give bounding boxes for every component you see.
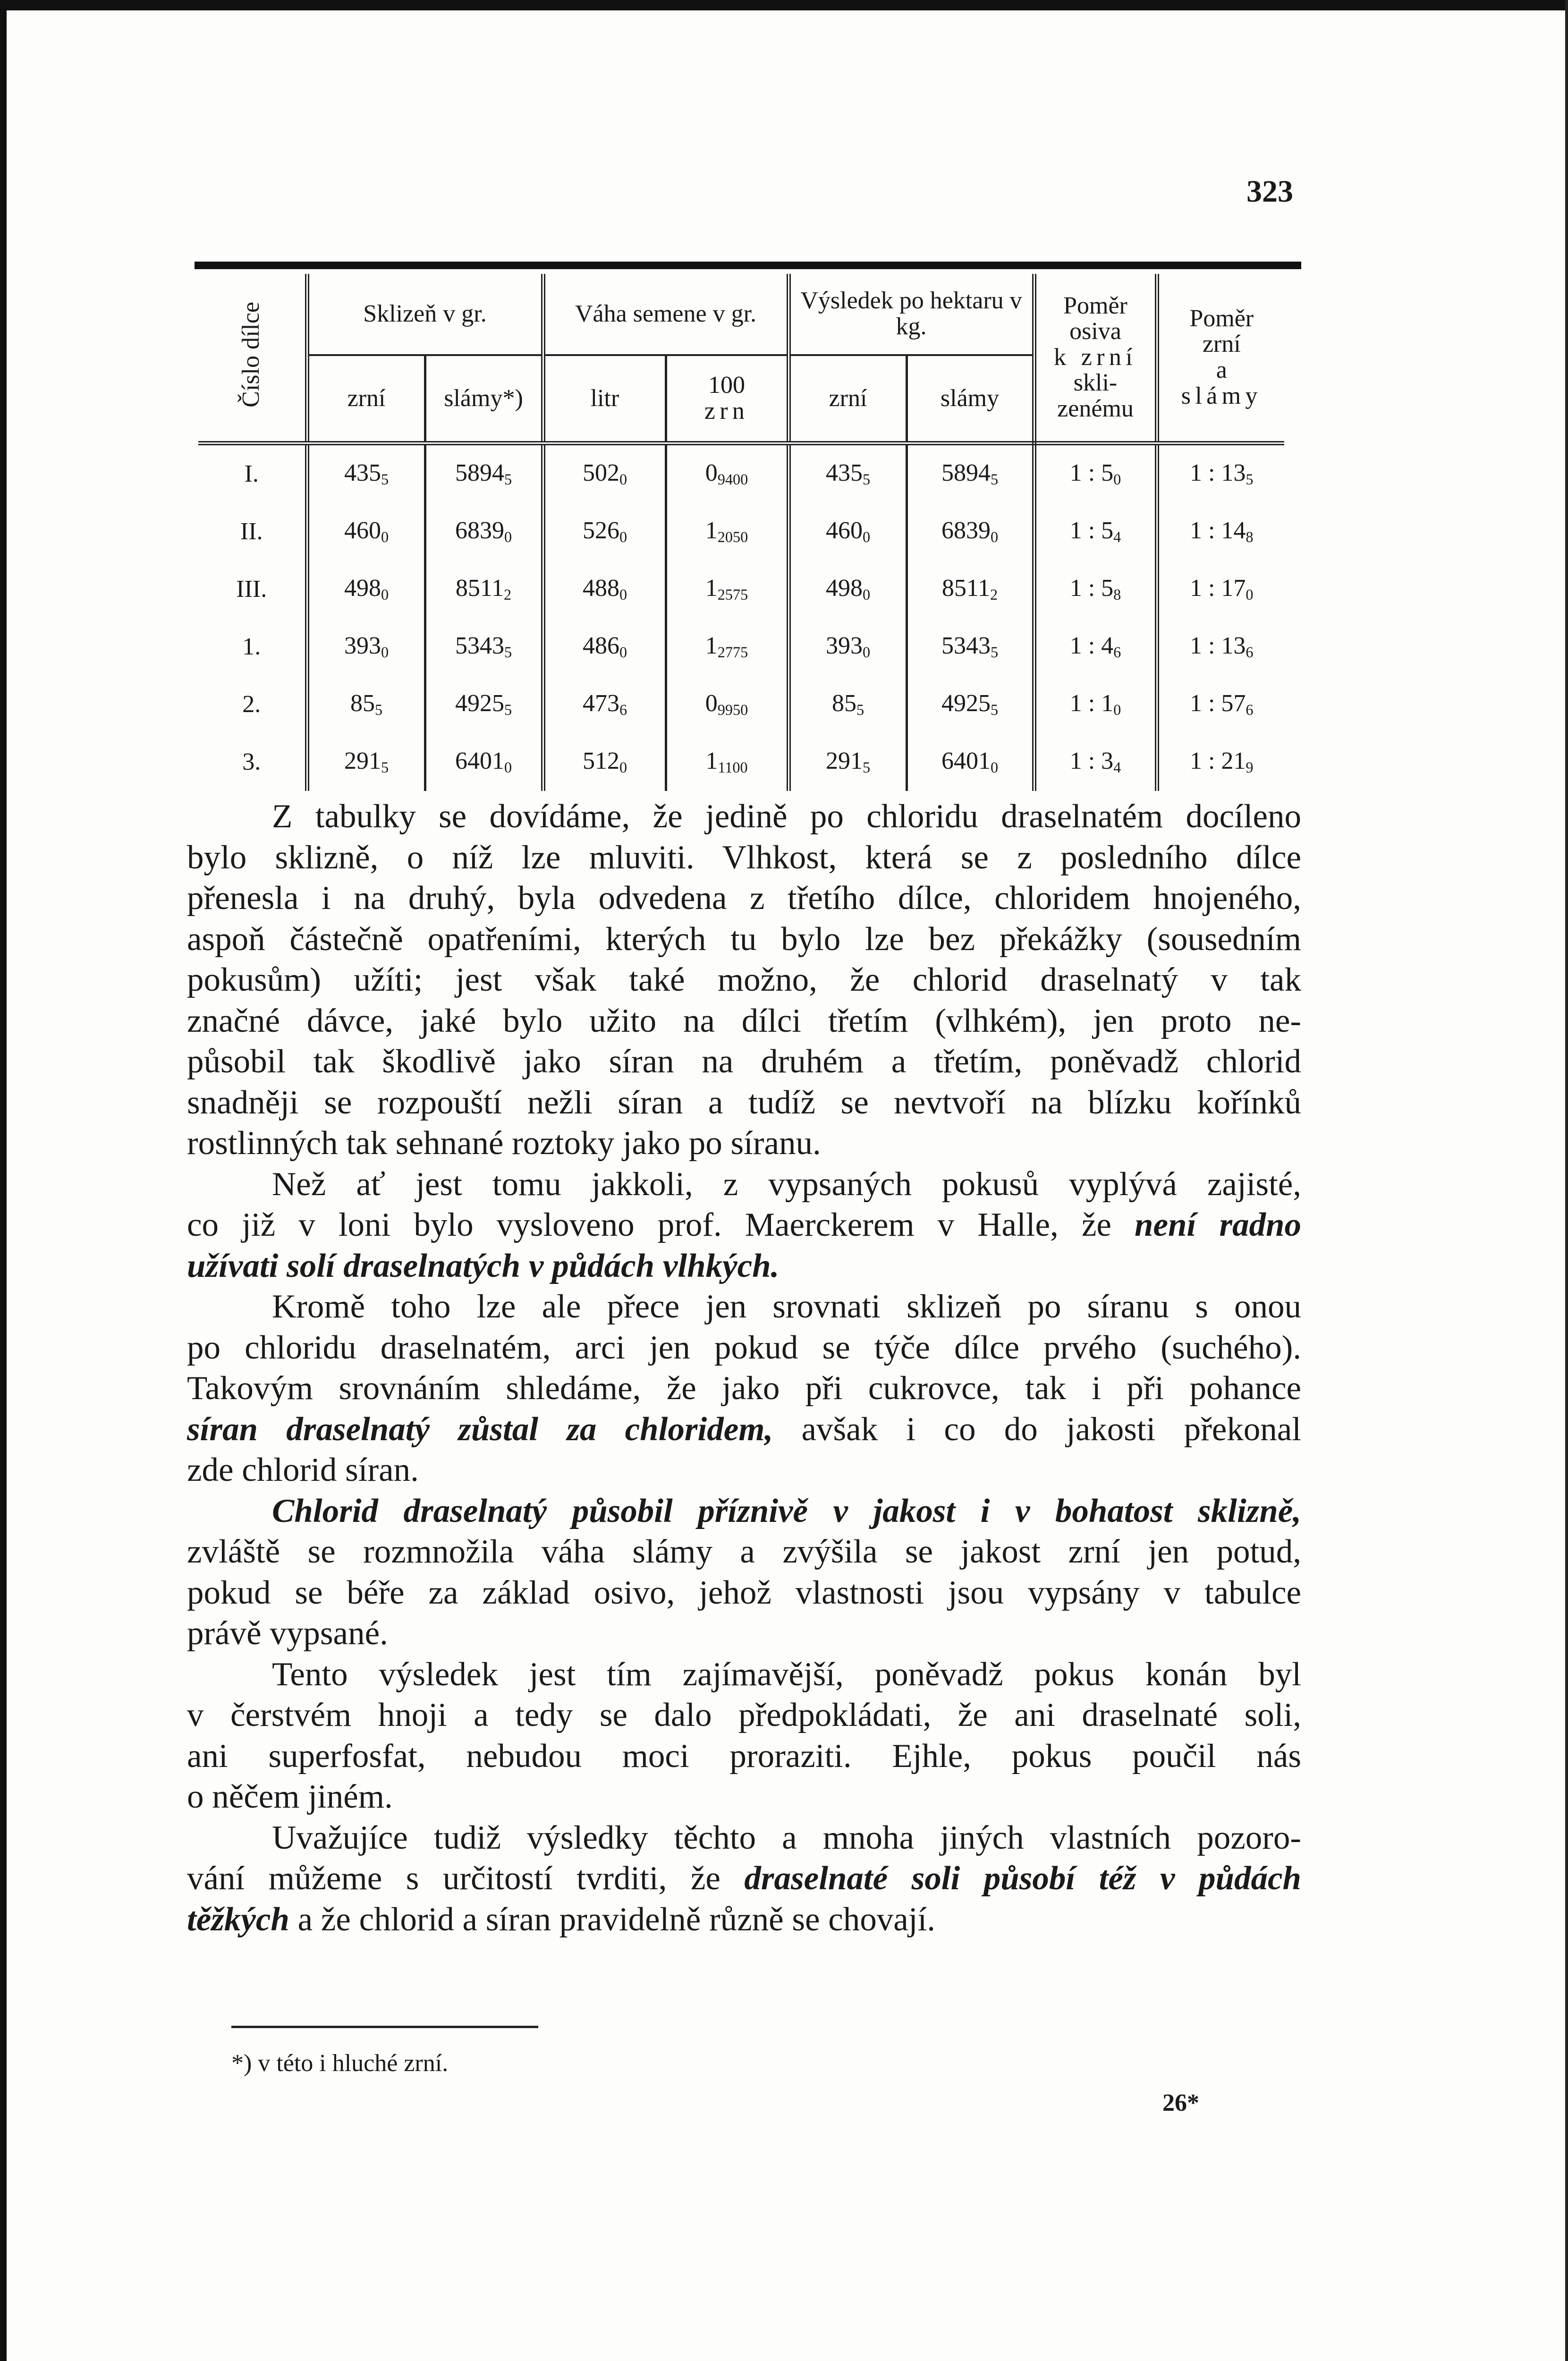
cell-straw: $8511_2$ [425,561,543,618]
cell-liter: $502_0$ [543,443,666,503]
table-row [198,676,1284,733]
cell-liter: $473_6$ [543,676,666,733]
cell-straw: $6401_0$ [425,733,543,791]
cell-ha-straw: $5894_5$ [907,443,1034,503]
body-text [187,796,1301,1940]
paragraph-3-line-4: síran draselnatý zůstal za chloridem, avšak i co do jakosti překonal [187,1410,1301,1448]
cell-ratio-grain-straw: 1 : $17_0$ [1157,561,1284,618]
cell-ha-grain: $460_0$ [788,503,907,561]
cell-ha-straw: $5343_5$ [907,618,1034,676]
cell-100-grains: $0_{9950}$ [666,676,788,733]
cell-100-grains: $1_{2575}$ [666,561,788,618]
cell-ha-grain: $435_5$ [788,443,907,503]
cell-ratio-grain-straw: 1 : $14_8$ [1157,503,1284,561]
table-row [198,503,1284,561]
paragraph-5-line-4: o něčem jiném. [187,1778,393,1815]
cell-100-grains: $0_{9400}$ [666,443,788,503]
scan-border-right [1565,0,1568,2361]
paragraph-1-line-6: značné dávce, jaké bylo užito na dílci třetím (vlhkém), jen proto ne- [187,1002,1301,1039]
paragraph-1-line-7: působil tak škodlivě jako síran na druhém a třetím, poněvadž chlorid [187,1043,1301,1080]
cell-straw: $5343_5$ [425,618,543,676]
paragraph-4-line-1: Chlorid draselnatý působil příznivě v jakost i v bohatost sklizně, [272,1492,1301,1529]
cell-100-grains: $1_{2775}$ [666,618,788,676]
cell-ha-grain: $393_0$ [788,618,907,676]
paragraph-1-line-1: Z tabulky se dovídáme, že jedině po chloridu draselnatém docíleno [272,798,1301,835]
header-plot: Číslo dílce [198,274,307,443]
paragraph-4-line-4: právě vypsané. [187,1615,388,1652]
paragraph-1-line-3: přenesla i na druhý, byla odvedena z třetího dílce, chloridem hnojeného, [187,880,1301,917]
subheader-straw: slámy*) [425,355,543,443]
paragraph-1-line-2: bylo sklizně, o níž lze mluviti. Vlhkost, která se z posledního dílce [187,839,1301,876]
paragraph-6-line-3: těžkých a že chlorid a síran pravidelně různě se chovají. [187,1901,935,1938]
cell-ha-straw: $8511_2$ [907,561,1034,618]
paragraph-5-line-3: ani superfosfat, nebudou moci proraziti. Ejhle, pokus poučil nás [187,1737,1301,1775]
header-seed-weight: Váha semene v gr. [543,274,788,355]
cell-grain: $85_5$ [307,676,425,733]
table-row [198,561,1284,618]
cell-ratio-seed-grain: 1 : $5_8$ [1034,561,1157,618]
subheader-ha-straw: slámy [907,355,1034,443]
page-number: 323 [1246,174,1293,209]
paragraph-4-line-3: pokud se béře za základ osivo, jehož vlastnosti jsou vypsány v tabulce [187,1574,1301,1611]
cell-100-grains: $1_{1100}$ [666,733,788,791]
cell-plot: II. [240,518,263,545]
table-row [198,443,1284,503]
paragraph-5-line-2: v čerstvém hnoji a tedy se dalo předpokládati, že ani draselnaté soli, [187,1697,1301,1733]
table-row [198,618,1284,676]
paragraph-2-line-3: užívati solí draselnatých v půdách vlhkých. [187,1247,780,1284]
table-row [198,733,1284,791]
subheader-ha-grain: zrní [788,355,907,443]
cell-ha-grain: $85_5$ [788,676,907,733]
cell-ratio-grain-straw: 1 : $57_6$ [1157,676,1284,733]
subheader-grain: zrní [307,355,425,443]
footnote: *) v této i hluché zrní. [231,2050,449,2077]
paragraph-3-line-3: Takovým srovnáním shledáme, že jako při cukrovce, tak i při pohance [187,1370,1301,1407]
signature-mark: 26* [1162,2089,1199,2116]
cell-ratio-seed-grain: 1 : $5_0$ [1034,443,1157,503]
table-top-rule [195,262,1301,269]
paragraph-1-line-5: pokusům) užíti; jest však také možno, že chlorid draselnatý v tak [187,961,1301,998]
cell-liter: $526_0$ [543,503,666,561]
paragraph-3-line-5: zde chlorid síran. [187,1452,419,1488]
cell-ha-straw: $6401_0$ [907,733,1034,791]
cell-liter: $512_0$ [543,733,666,791]
cell-plot: I. [244,460,259,487]
cell-liter: $486_0$ [543,618,666,676]
cell-ratio-seed-grain: 1 : $5_4$ [1034,503,1157,561]
cell-grain: $291_5$ [307,733,425,791]
paragraph-6-line-1: Uvažujíce tudiž výsledky těchto a mnoha jiných vlastních pozoro- [272,1819,1301,1856]
cell-ratio-seed-grain: 1 : $1_0$ [1034,676,1157,733]
cell-ratio-grain-straw: 1 : $13_6$ [1157,618,1284,676]
cell-grain: $393_0$ [307,618,425,676]
scan-border-top [0,0,1568,10]
cell-ha-grain: $291_5$ [788,733,907,791]
cell-plot: III. [236,575,267,603]
subheader-liter: litr [543,355,666,443]
cell-plot: 3. [242,748,261,775]
cell-100-grains: $1_{2050}$ [666,503,788,561]
cell-ha-straw: $4925_5$ [907,676,1034,733]
header-harvest: Sklizeň v gr. [307,274,543,355]
paragraph-4-line-2: zvláště se rozmnožila váha slámy a zvýšila se jakost zrní jen potud, [187,1533,1301,1570]
header-ratio-grain-straw: Poměr zrní a slámy [1157,274,1284,443]
paragraph-1-line-4: aspoň částečně opatřeními, kterých tu bylo lze bez překážky (sousedním [187,920,1301,958]
cell-straw: $4925_5$ [425,676,543,733]
paragraph-5-line-1: Tento výsledek jest tím zajímavější, poněvadž pokus konán byl [272,1656,1301,1693]
cell-liter: $488_0$ [543,561,666,618]
paragraph-1-line-9: rostlinných tak sehnané roztoky jako po síranu. [187,1125,821,1162]
paragraph-2-line-1: Než ať jest tomu jakkoli, z vypsaných pokusů vyplývá zajisté, [272,1165,1301,1203]
cell-straw: $6839_0$ [425,503,543,561]
cell-grain: $498_0$ [307,561,425,618]
paragraph-1-line-8: snadněji se rozpouští nežli síran a tudíž se nevtvoří na blízku kořínků [187,1084,1301,1121]
paragraph-3-line-1: Kromě toho lze ale přece jen srovnati sklizeň po síranu s onou [272,1288,1301,1325]
results-table [198,274,1284,791]
cell-plot: 1. [242,633,261,660]
footnote-rule [231,2026,538,2028]
cell-grain: $460_0$ [307,503,425,561]
paragraph-2-line-2: co již v loni bylo vysloveno prof. Maerckerem v Halle, že není radno [187,1206,1301,1243]
cell-ratio-seed-grain: 1 : $4_6$ [1034,618,1157,676]
cell-ha-straw: $6839_0$ [907,503,1034,561]
header-per-hectare: Výsledek po hektaru v kg. [788,274,1034,355]
subheader-100-grains: 100 zrn [666,355,788,443]
cell-straw: $5894_5$ [425,443,543,503]
scan-border-left [0,0,7,2361]
cell-ratio-grain-straw: 1 : $21_9$ [1157,733,1284,791]
cell-ratio-grain-straw: 1 : $13_5$ [1157,443,1284,503]
cell-ha-grain: $498_0$ [788,561,907,618]
cell-ratio-seed-grain: 1 : $3_4$ [1034,733,1157,791]
cell-grain: $435_5$ [307,443,425,503]
cell-plot: 2. [242,690,261,718]
paragraph-3-line-2: po chloridu draselnatém, arci jen pokud se týče dílce prvého (suchého). [187,1329,1301,1366]
header-ratio-seed-grain: Poměr osiva k zrní skli- zenému [1034,274,1157,443]
paragraph-6-line-2: vání můžeme s určitostí tvrditi, že draselnaté soli působí též v půdách [187,1860,1301,1897]
